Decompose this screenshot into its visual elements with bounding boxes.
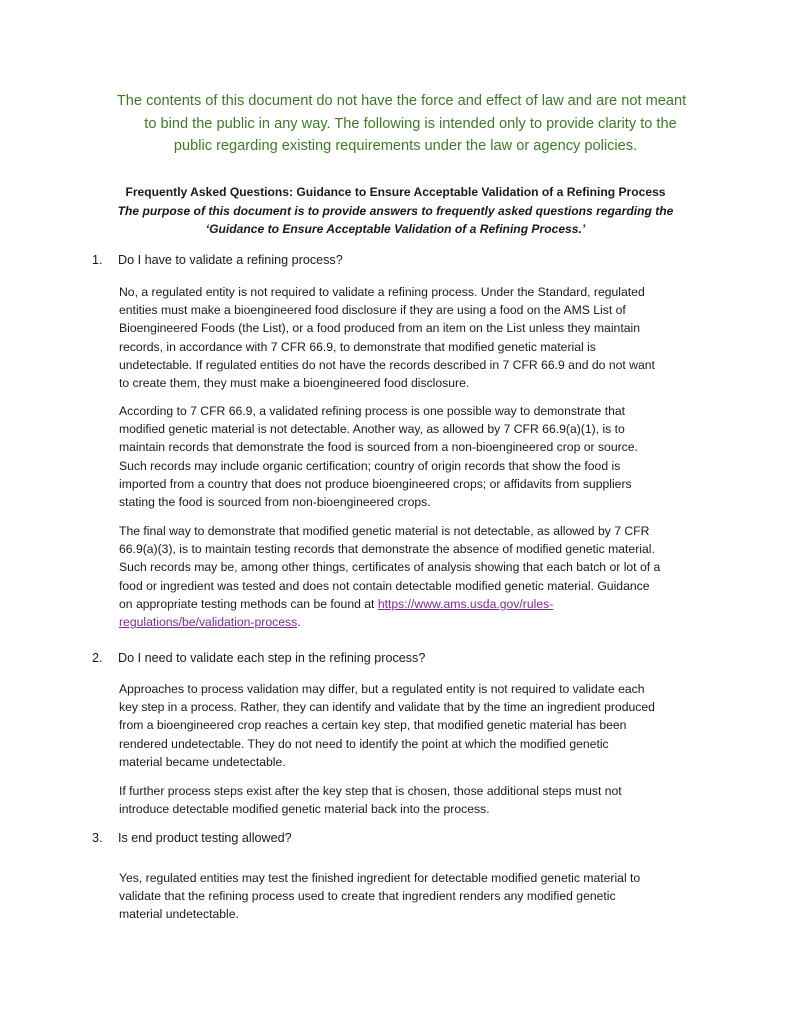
- answer-1-paragraph-2: [119, 402, 711, 511]
- text-line: The final way to demonstrate that modified genetic material is not detectable, as allowed by 7 CFR: [119, 524, 650, 538]
- text-line: to create them, they must make a bioengineered food disclosure.: [119, 376, 470, 391]
- answer-1-paragraph-1: [119, 283, 711, 392]
- link-suffix-text: .: [297, 615, 301, 630]
- disclaimer-line: The contents of this document do not have the force and effect of law and are not meant: [116, 93, 687, 109]
- text-line: imported from a country that does not produce bioengineered crops; or affidavits from suppliers: [119, 476, 632, 491]
- question-text: Do I need to validate each step in the refining process?: [118, 651, 426, 665]
- link-prefix-text: on appropriate testing methods can be found at: [119, 596, 378, 611]
- text-line: validate that the refining process used to create that ingredient renders any modified genetic: [119, 889, 616, 904]
- text-line: rendered undetectable. They do not need to identify the point at which the modified genetic: [119, 736, 609, 751]
- text-line: undetectable. If regulated entities do not have the records described in 7 CFR 66.9 and do not want: [119, 357, 655, 372]
- question-number: 3.: [92, 831, 103, 845]
- question-2: [92, 650, 425, 667]
- disclaimer-line: public regarding existing requirements under the law or agency policies.: [173, 138, 638, 154]
- question-number: 1.: [92, 253, 103, 267]
- text-line: Yes, regulated entities may test the finished ingredient for detectable modified genetic material to: [119, 871, 641, 885]
- text-line: key step in a process. Rather, they can identify and validate that by the time an ingredient produced: [119, 700, 655, 715]
- text-line: Bioengineered Foods (the List), or a food produced from an item on the List unless they maintain: [119, 321, 640, 336]
- answer-2-paragraph-1: [119, 680, 711, 771]
- text-line: 66.9(a)(3), is to maintain testing records that demonstrate the absence of modified genetic material.: [119, 542, 655, 557]
- text-line: maintain records that demonstrate the food is sourced from a non-bioengineered crop or source.: [119, 440, 638, 455]
- text-line: Such records may include organic certification; country of origin records that show the food is: [119, 458, 621, 473]
- text-line: Approaches to process validation may differ, but a regulated entity is not required to validate each: [119, 682, 645, 696]
- question-text: Do I have to validate a refining process?: [118, 253, 343, 267]
- subtitle-line: ‘Guidance to Ensure Acceptable Validation of a Refining Process.’: [205, 221, 586, 236]
- document-title: Frequently Asked Questions: Guidance to Ensure Acceptable Validation of a Refining Process: [125, 185, 666, 199]
- text-line: from a bioengineered crop reaches a certain key step, that modified genetic material has been: [119, 718, 627, 733]
- text-line: records, in accordance with 7 CFR 66.9, to demonstrate that modified genetic material is: [119, 339, 596, 354]
- text-line: Such records may be, among other things, certificates of analysis showing that each batch or lot of a: [119, 560, 661, 575]
- text-line: material became undetectable.: [119, 754, 286, 769]
- text-line: entities must make a bioengineered food disclosure if they are using a food on the AMS List of: [119, 303, 626, 318]
- question-text: Is end product testing allowed?: [118, 831, 292, 845]
- text-line: stating the food is sourced from non-bioengineered crops.: [119, 495, 431, 510]
- disclaimer-line: to bind the public in any way. The following is intended only to provide clarity to the: [144, 115, 677, 132]
- document-subtitle: [0, 203, 791, 238]
- validation-process-link[interactable]: https://www.ams.usda.gov/rules-: [377, 596, 554, 611]
- question-3: [92, 830, 292, 847]
- text-line: food or ingredient was tested and does not contain detectable modified genetic material. Guidance: [119, 578, 650, 593]
- text-line: According to 7 CFR 66.9, a validated refining process is one possible way to demonstrate that: [119, 404, 626, 418]
- question-number: 2.: [92, 651, 103, 665]
- subtitle-line: The purpose of this document is to provide answers to frequently asked questions regarding the: [117, 204, 674, 218]
- question-1: [92, 252, 343, 269]
- text-line: [119, 613, 711, 631]
- disclaimer-notice: [0, 90, 791, 158]
- answer-3-paragraph-1: [119, 869, 711, 924]
- answer-2-paragraph-2: [119, 782, 711, 818]
- text-line: modified genetic material is not detectable. Another way, as allowed by 7 CFR 66.9(a)(1), is to: [119, 422, 625, 437]
- validation-process-link-continued[interactable]: regulations/be/validation-process: [119, 615, 298, 630]
- text-line: introduce detectable modified genetic material back into the process.: [119, 802, 490, 817]
- text-line: No, a regulated entity is not required to validate a refining process. Under the Standard, regulated: [119, 285, 645, 299]
- text-line: If further process steps exist after the key step that is chosen, those additional steps must not: [119, 784, 622, 798]
- text-line: [119, 595, 711, 613]
- text-line: material undetectable.: [119, 907, 239, 922]
- answer-1-paragraph-3: [119, 522, 711, 631]
